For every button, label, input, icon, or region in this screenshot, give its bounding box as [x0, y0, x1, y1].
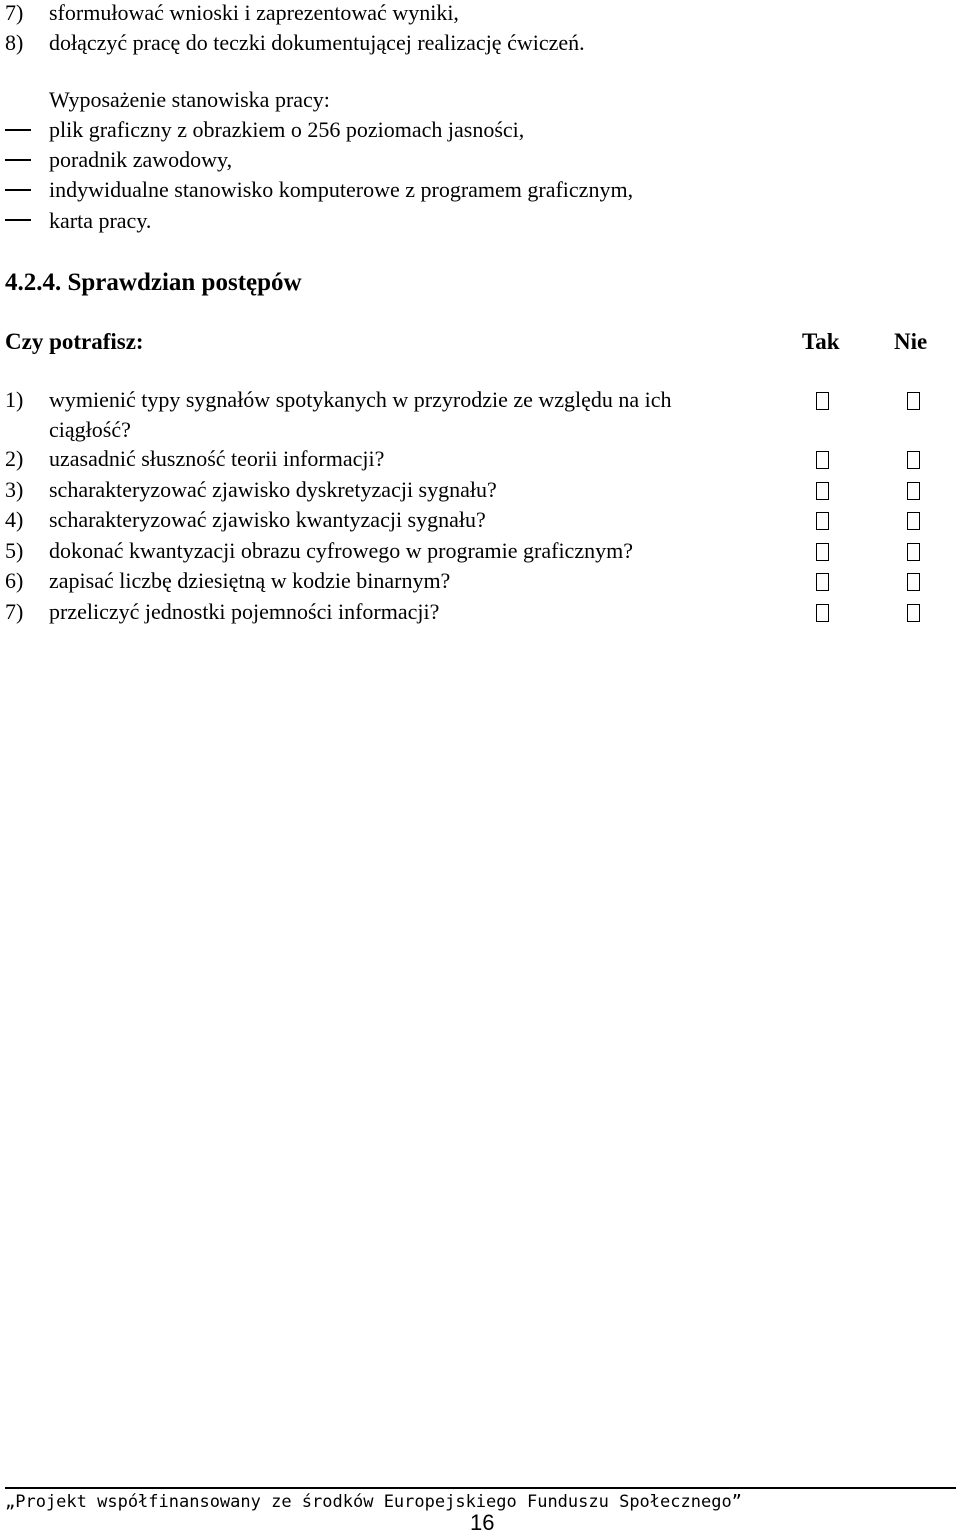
checklist-item-text: scharakteryzować zjawisko dyskretyzacji sygnału? [49, 477, 497, 502]
dash-bullet-icon [5, 189, 31, 191]
checkbox-no-1[interactable] [907, 392, 920, 410]
checklist-item-number: 7) [5, 599, 24, 624]
checklist-item-text: scharakteryzować zjawisko kwantyzacji sygnału? [49, 507, 486, 532]
checklist-item-number: 3) [5, 477, 24, 502]
checkbox-yes-1[interactable] [816, 392, 829, 410]
equipment-item: indywidualne stanowisko komputerowe z programem graficznym, [49, 177, 634, 202]
checklist-no-header: Nie [894, 329, 928, 354]
checkbox-no-4[interactable] [907, 512, 920, 530]
checklist-item-number: 1) [5, 387, 24, 412]
dash-bullet-icon [5, 159, 31, 161]
step-number: 7) [5, 0, 24, 25]
checklist-item-text-cont: ciągłość? [49, 417, 131, 442]
checklist-item-text: uzasadnić słuszność teorii informacji? [49, 446, 385, 471]
checkbox-no-3[interactable] [907, 482, 920, 500]
checkbox-yes-6[interactable] [816, 573, 829, 591]
checklist-item-text: przeliczyć jednostki pojemności informacji? [49, 599, 440, 624]
dash-bullet-icon [5, 129, 31, 131]
equipment-item: karta pracy. [49, 208, 152, 233]
equipment-item: plik graficzny z obrazkiem o 256 poziomach jasności, [49, 117, 525, 142]
checklist-item-number: 6) [5, 568, 24, 593]
equipment-item: poradnik zawodowy, [49, 147, 233, 172]
equipment-title: Wyposażenie stanowiska pracy: [49, 87, 330, 112]
checkbox-yes-7[interactable] [816, 604, 829, 622]
step-number: 8) [5, 30, 24, 55]
checkbox-no-7[interactable] [907, 604, 920, 622]
footer-divider [5, 1487, 956, 1489]
checkbox-yes-5[interactable] [816, 543, 829, 561]
checkbox-yes-2[interactable] [816, 451, 829, 469]
step-text: dołączyć pracę do teczki dokumentującej realizację ćwiczeń. [49, 30, 585, 55]
checklist-item-text: wymienić typy sygnałów spotykanych w przyrodzie ze względu na ich [49, 387, 672, 412]
checkbox-no-2[interactable] [907, 451, 920, 469]
checklist-item-number: 4) [5, 507, 24, 532]
checklist-item-number: 5) [5, 538, 24, 563]
section-heading: 4.2.4. Sprawdzian postępów [5, 269, 302, 296]
checkbox-no-6[interactable] [907, 573, 920, 591]
checklist-item-text: zapisać liczbę dziesiętną w kodzie binarnym? [49, 568, 451, 593]
checklist-yes-header: Tak [802, 329, 840, 354]
checklist-question-header: Czy potrafisz: [5, 329, 144, 354]
page-number: 16 [470, 1510, 495, 1535]
checkbox-yes-3[interactable] [816, 482, 829, 500]
step-text: sformułować wnioski i zaprezentować wyniki, [49, 0, 459, 25]
checklist-item-number: 2) [5, 446, 24, 471]
checkbox-yes-4[interactable] [816, 512, 829, 530]
dash-bullet-icon [5, 219, 31, 221]
checklist-item-text: dokonać kwantyzacji obrazu cyfrowego w programie graficznym? [49, 538, 633, 563]
footer-project-note: „Projekt współfinansowany ze środków Europejskiego Funduszu Społecznego” [5, 1492, 742, 1512]
checkbox-no-5[interactable] [907, 543, 920, 561]
